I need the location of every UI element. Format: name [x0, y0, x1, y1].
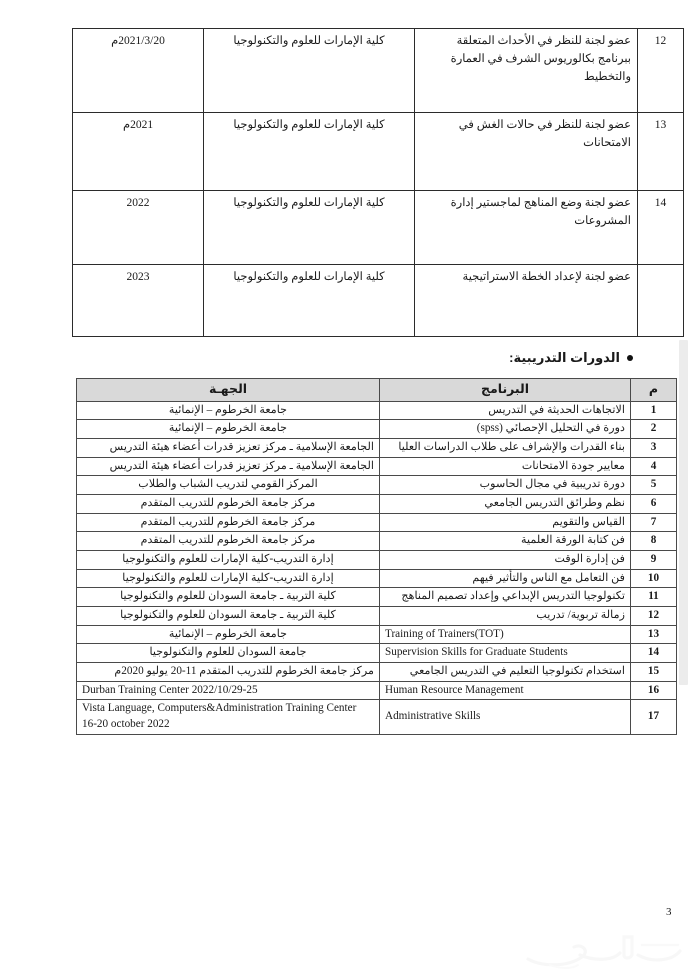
- course-body: كلية التربية ـ جامعة السودان للعلوم والتكنولوجيا: [77, 606, 380, 625]
- committees-table: [72, 28, 684, 337]
- course-program: تكنولوجيا التدريس الإبداعي وإعداد تصميم المناهج: [380, 588, 631, 607]
- course-number: 16: [631, 681, 677, 700]
- committee-task: عضو لجنة وضع المناهج لماجستير إدارة المشروعات: [415, 191, 638, 265]
- course-body: جامعة الخرطوم – الإنمائية: [77, 401, 380, 420]
- course-number: 13: [631, 625, 677, 644]
- committee-task: عضو لجنة لإعداد الخطة الاستراتيجية: [415, 265, 638, 337]
- course-number: 2: [631, 420, 677, 439]
- course-body: مركز جامعة الخرطوم للتدريب المتقدم: [77, 494, 380, 513]
- course-program: دورة في التحليل الإحصائي (spss): [380, 420, 631, 439]
- course-body: جامعة الخرطوم – الإنمائية: [77, 625, 380, 644]
- table-row: [77, 532, 677, 551]
- table-row: [77, 513, 677, 532]
- committee-date: 2021/3/20م: [73, 29, 204, 113]
- course-number: 15: [631, 662, 677, 681]
- course-body: كلية التربية ـ جامعة السودان للعلوم والتكنولوجيا: [77, 588, 380, 607]
- page-number: 3: [666, 906, 672, 918]
- committee-task: عضو لجنة للنظر في حالات الغش في الامتحانات: [415, 113, 638, 191]
- course-program: Administrative Skills: [380, 700, 631, 734]
- course-program: فن إدارة الوقت: [380, 550, 631, 569]
- course-number: 3: [631, 438, 677, 457]
- course-number: 17: [631, 700, 677, 734]
- column-header-body: الجهـة: [77, 379, 380, 402]
- course-number: 10: [631, 569, 677, 588]
- training-table-head: [77, 379, 677, 402]
- course-body: مركز جامعة الخرطوم للتدريب المتقدم: [77, 532, 380, 551]
- training-section-heading: [509, 350, 633, 366]
- committee-entity: كلية الإمارات للعلوم والتكنولوجيا: [204, 113, 415, 191]
- training-table-body: [77, 401, 677, 734]
- table-row: [77, 588, 677, 607]
- course-program: نظم وطرائق التدريس الجامعي: [380, 494, 631, 513]
- course-number: 14: [631, 644, 677, 663]
- course-program: استخدام تكنولوجيا التعليم في التدريس الجامعي: [380, 662, 631, 681]
- course-body: مركز جامعة الخرطوم للتدريب المتقدم 11-20 يوليو 2020م: [77, 662, 380, 681]
- course-number: 1: [631, 401, 677, 420]
- committees-table-body: [73, 29, 684, 337]
- table-header-row: [77, 379, 677, 402]
- course-body: Vista Language, Computers&Administration Training Center 16-20 october 2022: [77, 700, 380, 734]
- table-row: [77, 457, 677, 476]
- table-row: [77, 476, 677, 495]
- table-row: [73, 191, 684, 265]
- column-header-program: البرنامج: [380, 379, 631, 402]
- table-row: [77, 494, 677, 513]
- training-courses-table: [76, 378, 677, 735]
- course-number: 4: [631, 457, 677, 476]
- course-body: جامعة الخرطوم – الإنمائية: [77, 420, 380, 439]
- course-number: 6: [631, 494, 677, 513]
- course-program: الاتجاهات الحديثة في التدريس: [380, 401, 631, 420]
- committee-date: 2023: [73, 265, 204, 337]
- course-body: إدارة التدريب-كلية الإمارات للعلوم والتكنولوجيا: [77, 550, 380, 569]
- page-edge-sliver: [679, 340, 688, 685]
- course-program: زمالة تربوية/ تدريب: [380, 606, 631, 625]
- committee-date: 2021م: [73, 113, 204, 191]
- table-row: [77, 700, 677, 734]
- committee-number: [638, 265, 684, 337]
- course-program: Human Resource Management: [380, 681, 631, 700]
- committee-number: 14: [638, 191, 684, 265]
- committee-date: 2022: [73, 191, 204, 265]
- table-row: [77, 681, 677, 700]
- course-number: 11: [631, 588, 677, 607]
- course-body: Durban Training Center 2022/10/29-25: [77, 681, 380, 700]
- course-body: الجامعة الإسلامية ـ مركز تعزيز قدرات أعضاء هيئة التدريس: [77, 438, 380, 457]
- committee-entity: كلية الإمارات للعلوم والتكنولوجيا: [204, 265, 415, 337]
- bullet-icon: [627, 355, 633, 361]
- table-row: [77, 644, 677, 663]
- column-header-number: م: [631, 379, 677, 402]
- committee-number: 13: [638, 113, 684, 191]
- table-row: [77, 420, 677, 439]
- course-number: 7: [631, 513, 677, 532]
- table-row: [77, 401, 677, 420]
- course-body: جامعة السودان للعلوم والتكنولوجيا: [77, 644, 380, 663]
- course-body: المركز القومي لتدريب الشباب والطلاب: [77, 476, 380, 495]
- table-row: [77, 606, 677, 625]
- course-program: Training of Trainers(TOT): [380, 625, 631, 644]
- committee-entity: كلية الإمارات للعلوم والتكنولوجيا: [204, 191, 415, 265]
- course-number: 9: [631, 550, 677, 569]
- committee-entity: كلية الإمارات للعلوم والتكنولوجيا: [204, 29, 415, 113]
- course-program: بناء القدرات والإشراف على طلاب الدراسات العليا: [380, 438, 631, 457]
- course-program: دورة تدريبية في مجال الحاسوب: [380, 476, 631, 495]
- course-body: الجامعة الإسلامية ـ مركز تعزيز قدرات أعضاء هيئة التدريس: [77, 457, 380, 476]
- table-row: [77, 438, 677, 457]
- table-row: [77, 662, 677, 681]
- committee-number: 12: [638, 29, 684, 113]
- table-row: [73, 29, 684, 113]
- course-body: مركز جامعة الخرطوم للتدريب المتقدم: [77, 513, 380, 532]
- table-row: [77, 625, 677, 644]
- table-row: [77, 550, 677, 569]
- course-program: فن كتابة الورقة العلمية: [380, 532, 631, 551]
- course-number: 8: [631, 532, 677, 551]
- table-row: [77, 569, 677, 588]
- committee-task: عضو لجنة للنظر في الأحداث المتعلقة ببرنامج بكالوريوس الشرف في العمارة والتخطيط: [415, 29, 638, 113]
- training-section-heading-label: الدورات التدريبية:: [509, 350, 620, 365]
- course-program: معايير جودة الامتحانات: [380, 457, 631, 476]
- table-row: [73, 265, 684, 337]
- course-number: 12: [631, 606, 677, 625]
- course-program: Supervision Skills for Graduate Students: [380, 644, 631, 663]
- watermark: [520, 925, 690, 975]
- table-row: [73, 113, 684, 191]
- course-body: إدارة التدريب-كلية الإمارات للعلوم والتكنولوجيا: [77, 569, 380, 588]
- course-program: فن التعامل مع الناس والتأثير فيهم: [380, 569, 631, 588]
- course-number: 5: [631, 476, 677, 495]
- course-program: القياس والتقويم: [380, 513, 631, 532]
